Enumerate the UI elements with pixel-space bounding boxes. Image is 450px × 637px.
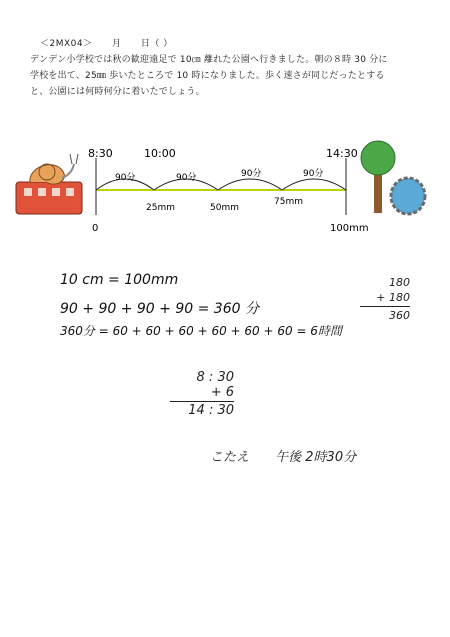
interval-label: 90分 — [303, 169, 324, 179]
arrival-time-value: 14 : 30 — [188, 403, 234, 418]
mid-time: 10:00 — [144, 147, 176, 160]
tree-icon — [361, 141, 395, 213]
time-addition — [170, 370, 234, 418]
mark-label: 25mm — [146, 203, 175, 213]
interval-arc — [282, 179, 346, 190]
problem-line: と、公園には何時何分に着いたでしょう。 — [30, 87, 205, 97]
column-addition — [360, 275, 410, 323]
answer — [210, 446, 378, 465]
month-label: 月 — [111, 39, 122, 49]
worksheet-code: ＜2MX04＞ — [40, 39, 93, 49]
problem-line: 学校を出て、25㎜ 歩いたところで 10 時になりました。歩く速さが同じだったとする — [30, 71, 385, 81]
problem-line: デンデン小学校では秋の歓迎遠足で 10㎝ 離れた公園へ行きました。朝の８時 30 分に — [30, 55, 388, 65]
start-mark: 0 — [92, 223, 99, 234]
pond-icon — [391, 178, 425, 214]
work-line: 360分 = 60 + 60 + 60 + 60 + 60 + 60 = 6時間 — [60, 324, 342, 338]
addend: 180 — [389, 276, 410, 289]
start-time: 8:30 — [88, 147, 113, 160]
answer-value: 午後 2時30分 — [275, 450, 357, 465]
sum-rule — [360, 306, 410, 307]
school-icon — [16, 182, 82, 214]
timeline-diagram — [0, 130, 450, 240]
interval-arc — [218, 179, 282, 190]
interval-label: 90分 — [115, 173, 136, 183]
duration-value: + 6 — [210, 385, 234, 400]
addend: + 180 — [376, 291, 410, 304]
answer-label: こたえ — [210, 450, 250, 465]
sum: 360 — [389, 309, 410, 322]
interval-label: 90分 — [176, 173, 197, 183]
end-mark: 100mm — [330, 223, 369, 234]
snail-icon — [30, 154, 78, 184]
work-line: 90 + 90 + 90 + 90 = 360 分 — [60, 301, 259, 317]
work-line: 10 cm = 100mm — [60, 272, 179, 288]
mark-label: 75mm — [274, 197, 303, 207]
end-time: 14:30 — [326, 147, 358, 160]
sum-rule — [170, 401, 234, 402]
mark-label: 50mm — [210, 203, 239, 213]
start-time-value: 8 : 30 — [196, 370, 234, 385]
problem-text — [30, 52, 425, 100]
interval-label: 90分 — [241, 169, 262, 179]
worksheet-header — [40, 36, 189, 49]
day-label: 日（ ） — [140, 39, 173, 49]
